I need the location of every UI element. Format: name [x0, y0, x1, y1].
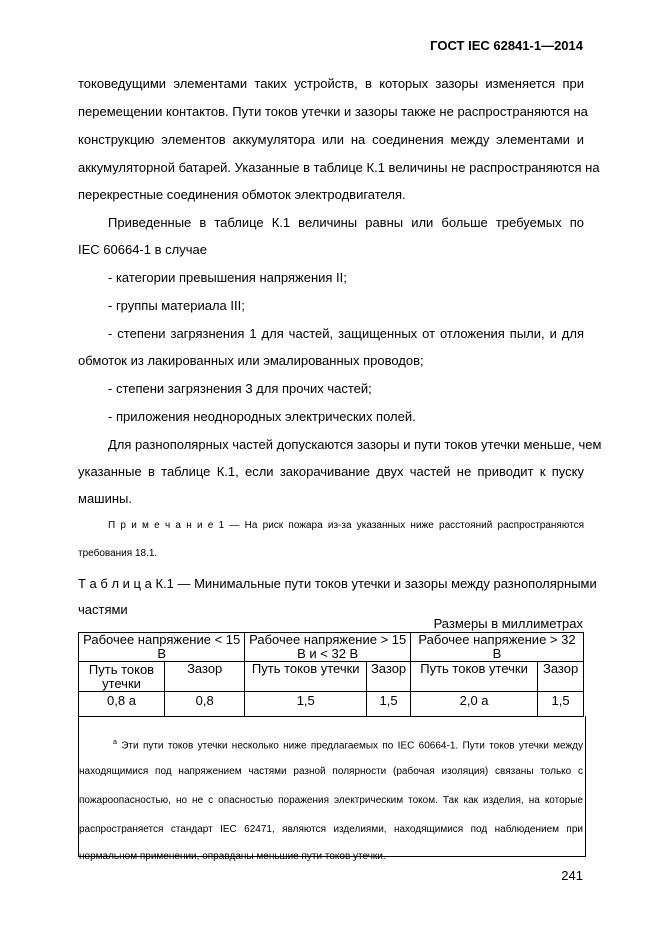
text-line: IEC 60664-1 в случае — [78, 242, 207, 257]
caption-text: К.1 — Минимальные пути токов утечки и зазоры между разнополярными — [155, 576, 597, 591]
list-item-continuation: обмоток из лакированных или эмалированных проводов; — [78, 353, 424, 368]
creepage-header: Путь токов утечки — [411, 662, 538, 692]
page-number: 241 — [561, 868, 583, 883]
text-line: аккумуляторной батарей. Указанные в таблице К.1 величины не распространяются на — [78, 160, 600, 175]
text-line: конструкцию элементов аккумулятора или на соединения между элементами и — [78, 132, 584, 147]
clearance-header: Зазор — [165, 662, 245, 692]
document-header: ГОСТ IEC 62841-1—2014 — [430, 38, 583, 53]
note-line: требования 18.1. — [78, 548, 158, 559]
group-header: Рабочее напряжение > 32 В — [411, 633, 584, 662]
list-item: - категории превышения напряжения II; — [108, 270, 347, 285]
table-group-row — [79, 633, 584, 662]
list-item: - группы материала III; — [108, 298, 245, 313]
clearance-table — [78, 632, 584, 717]
footnote-line: пожароопасностью, но не с опасностью поражения электрическим током. Так как изделия, на которые — [79, 795, 583, 806]
table-cell: 1,5 — [245, 692, 367, 717]
note-text: — На риск пожара из-за указанных ниже расстояний распространяются — [224, 520, 584, 531]
group-header: Рабочее напряжение < 15 В — [79, 633, 245, 662]
text-line: машины. — [78, 491, 132, 506]
clearance-header: Зазор — [367, 662, 411, 692]
list-item: - степени загрязнения 1 для частей, защищенных от отложения пыли, и для — [108, 326, 584, 341]
units-label: Размеры в миллиметрах — [433, 616, 583, 631]
note-label: П р и м е ч а н и е 1 — [108, 520, 225, 531]
creepage-header: Путь токов утечки — [245, 662, 367, 692]
table-cell: 0,8 — [165, 692, 245, 717]
text-line: Для разнополярных частей допускаются зазоры и пути токов утечки меньше, чем — [108, 437, 602, 452]
footnote-line: $^a$ Эти пути токов утечки несколько ниже предлагаемых по IEC 60664-1. Пути токов утечки между — [113, 739, 583, 752]
caption-line: частями — [78, 602, 128, 617]
text-line: перемещении контактов. Пути токов утечки и зазоры также не распространяются на — [78, 104, 588, 119]
text-line: Приведенные в таблице К.1 величины равны или больше требуемых по — [108, 215, 584, 230]
group-header: Рабочее напряжение > 15 В и < 32 В — [245, 633, 411, 662]
table-footnote — [78, 716, 586, 862]
text-line: токоведущими элементами таких устройств, в которых зазоры изменяется при — [78, 76, 584, 91]
text-line: перекрестные соединения обмоток электродвигателя. — [78, 187, 406, 202]
table-row — [79, 692, 584, 717]
text-line: указанные в таблице К.1, если закорачивание двух частей не приводит к пуску — [78, 464, 584, 479]
footnote-line: находящимися под напряжением частями разной полярности (рабочая изоляция) связаны только с — [79, 766, 583, 777]
table-subheader-row — [79, 662, 584, 692]
footnote-mark: a — [113, 739, 117, 746]
table-cell: 1,5 — [538, 692, 584, 717]
caption-line — [78, 576, 597, 591]
table-cell: 2,0 a — [411, 692, 538, 717]
footnote-line: нормальном применении, оправданы меньшие пути токов утечки. — [79, 851, 386, 862]
note-line — [108, 520, 584, 531]
clearance-header: Зазор — [538, 662, 584, 692]
list-item: - степени загрязнения 3 для прочих частей; — [108, 381, 372, 396]
table-cell: 1,5 — [367, 692, 411, 717]
footnote-line: распространяется стандарт IEC 62471, являются изделиями, находящимися под наблюдением при — [79, 824, 583, 835]
creepage-header: Путь токов утечки — [79, 662, 165, 692]
table-cell: 0,8 a — [79, 692, 165, 717]
list-item: - приложения неоднородных электрических полей. — [108, 409, 416, 424]
table-label: Т а б л и ц а — [78, 576, 152, 591]
